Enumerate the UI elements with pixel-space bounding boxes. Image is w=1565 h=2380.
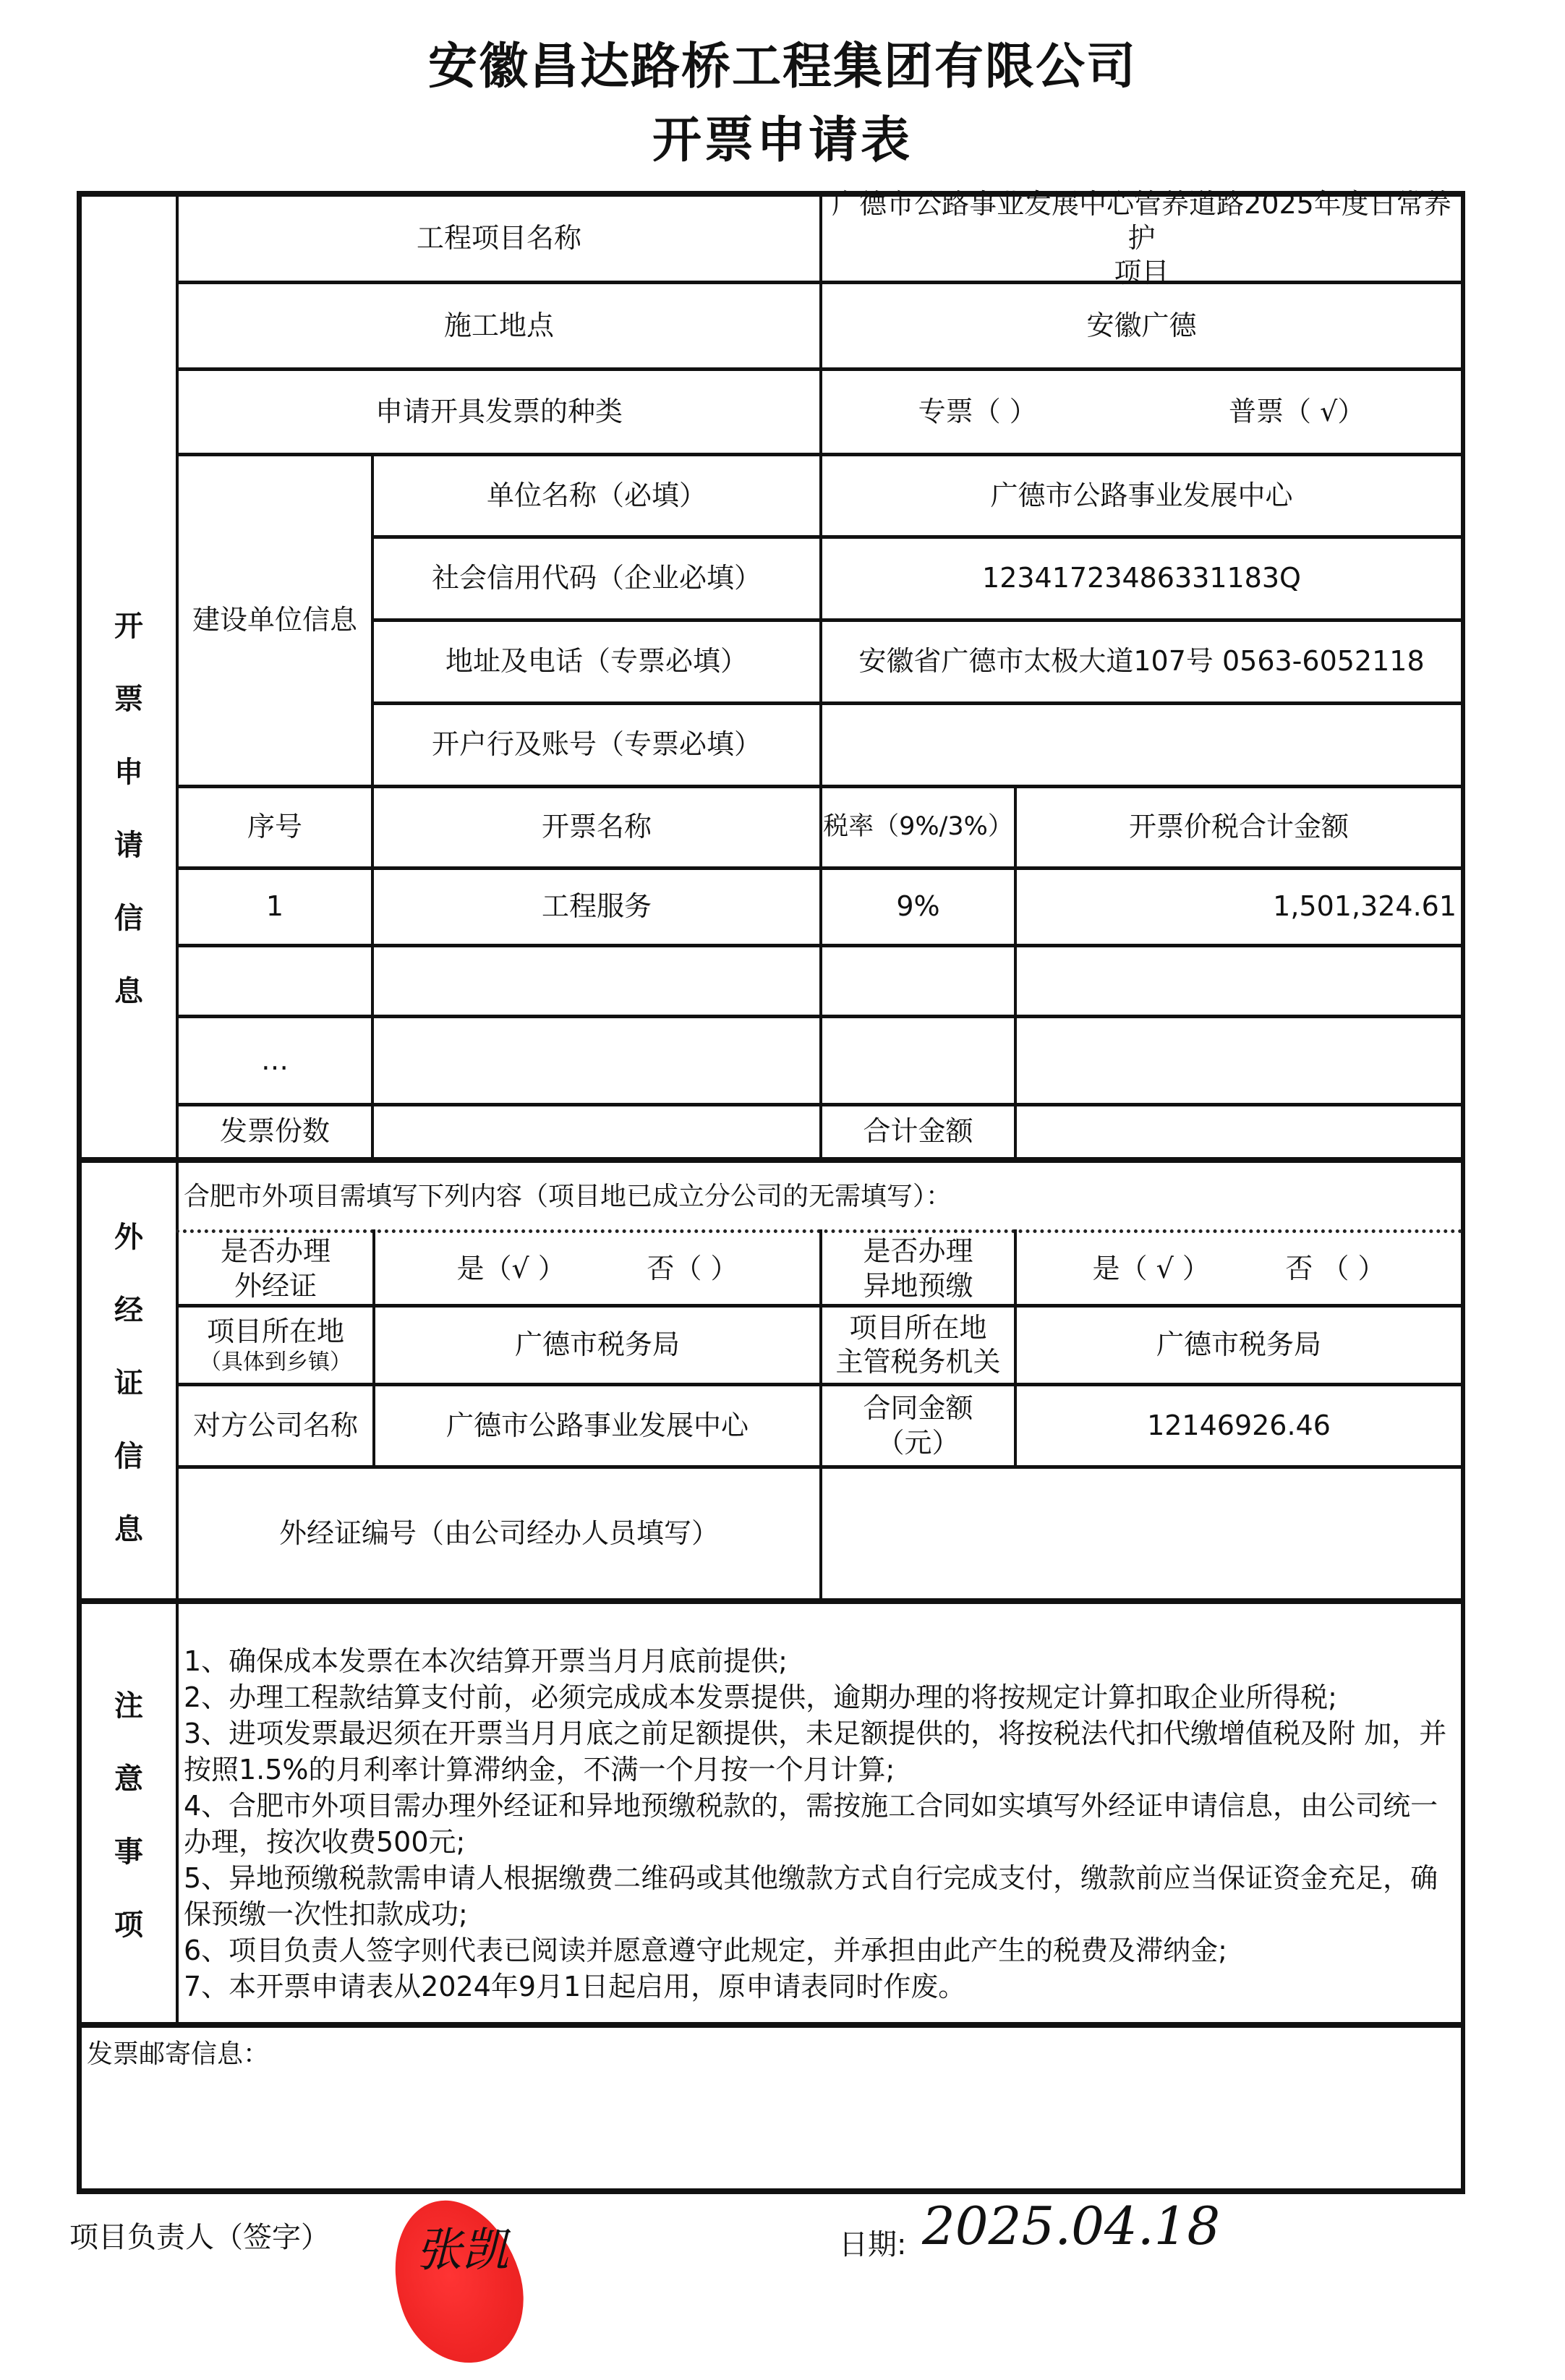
side-label-char: 请 bbox=[114, 829, 143, 862]
label-line: 项目所在地 bbox=[849, 1311, 987, 1344]
side-label-char: 证 bbox=[114, 1366, 143, 1400]
note-item: 办理，按次收费500元; bbox=[184, 1826, 466, 1858]
signature: 张凯 bbox=[416, 2224, 508, 2277]
builder-name-label: 单位名称（必填） bbox=[486, 479, 707, 511]
has-prepay-options bbox=[1017, 1234, 1461, 1304]
builder-group-label: 建设单位信息 bbox=[192, 604, 357, 636]
total-amount-label: 合计金额 bbox=[863, 1115, 973, 1148]
row-invoice-name[interactable]: 工程服务 bbox=[541, 890, 652, 923]
project-name-line1: 广德市公路事业发展中心管养道路2025年度日常养护 bbox=[832, 187, 1451, 255]
project-location-label bbox=[179, 1308, 372, 1383]
label-line: 项目所在地 bbox=[206, 1315, 344, 1347]
section-divider bbox=[77, 1598, 1465, 1604]
row-seq[interactable]: … bbox=[261, 1044, 289, 1076]
prepay-yes-checkbox[interactable]: 是（ √ ） bbox=[1092, 1252, 1210, 1284]
row-tax-rate[interactable] bbox=[822, 1018, 1014, 1103]
section-divider bbox=[77, 2022, 1465, 2028]
side-label-char: 息 bbox=[114, 1512, 143, 1546]
row-seq[interactable] bbox=[179, 947, 371, 1015]
side-label-char: 事 bbox=[114, 1835, 143, 1869]
address-phone-label: 地址及电话（专票必填） bbox=[445, 645, 748, 678]
credit-code-value[interactable]: 12341723486331183Q bbox=[982, 562, 1301, 594]
project-name-value[interactable] bbox=[822, 187, 1461, 289]
section-divider bbox=[77, 1157, 1465, 1163]
row-invoice-name[interactable] bbox=[374, 947, 819, 1015]
project-name-line2: 项目 bbox=[1114, 256, 1169, 289]
note-item: 7、本开票申请表从2024年9月1日起启用，原申请表同时作废。 bbox=[184, 1971, 966, 2002]
invoice-type-general-checkbox[interactable]: 普票（ √） bbox=[1229, 395, 1365, 427]
external-note: 合肥市外项目需填写下列内容（项目地已成立分公司的无需填写）： bbox=[184, 1182, 952, 1211]
label-line: （元） bbox=[877, 1426, 960, 1459]
contract-amount-value[interactable]: 12146926.46 bbox=[1147, 1409, 1331, 1441]
cert-number-value[interactable] bbox=[822, 1469, 1461, 1598]
label-line: 是否办理 bbox=[863, 1235, 973, 1267]
row-tax-rate[interactable]: 9% bbox=[896, 890, 940, 923]
external-cert-no-checkbox[interactable]: 否（ ） bbox=[647, 1252, 738, 1284]
row-amount[interactable]: 1,501,324.61 bbox=[1273, 890, 1457, 923]
col-header-invoice-name: 开票名称 bbox=[541, 811, 652, 843]
side-label-char: 经 bbox=[114, 1293, 143, 1327]
notes-list bbox=[184, 1643, 1459, 2005]
row-amount[interactable] bbox=[1017, 947, 1461, 1015]
side-label-char: 息 bbox=[114, 975, 143, 1008]
invoice-type-special-checkbox[interactable]: 专票（ ） bbox=[918, 395, 1037, 427]
label-line: 是否办理 bbox=[220, 1235, 331, 1267]
invoice-type-label: 申请开具发票的种类 bbox=[375, 395, 623, 427]
has-external-cert-options bbox=[375, 1234, 819, 1304]
row-amount[interactable] bbox=[1017, 1018, 1461, 1103]
note-item: 5、异地预缴税款需申请人根据缴费二维码或其他缴款方式自行完成支付，缴款前应当保证资金充足，确 bbox=[184, 1862, 1438, 1894]
label-line: （具体到乡镇） bbox=[200, 1349, 351, 1375]
builder-name-value[interactable]: 广德市公路事业发展中心 bbox=[990, 479, 1293, 511]
note-item: 按照1.5%的月利率计算滞纳金，不满一个月按一个月计算; bbox=[184, 1754, 895, 1786]
row-invoice-name[interactable] bbox=[374, 1018, 819, 1103]
form-title: 开票申请表 bbox=[652, 112, 913, 169]
project-location-value[interactable]: 广德市税务局 bbox=[514, 1328, 680, 1361]
section-label-invoice bbox=[82, 453, 176, 1160]
row-tax-rate[interactable] bbox=[822, 947, 1014, 1015]
col-header-tax-rate: 税率（9%/3%） bbox=[823, 812, 1013, 842]
credit-code-label: 社会信用代码（企业必填） bbox=[431, 562, 762, 594]
invoice-count-label: 发票份数 bbox=[219, 1115, 330, 1148]
tax-authority-value[interactable]: 广德市税务局 bbox=[1156, 1328, 1321, 1361]
label-line: 异地预缴 bbox=[863, 1269, 973, 1302]
side-label-char: 外 bbox=[114, 1220, 143, 1254]
note-item: 3、进项发票最迟须在开票当月月底之前足额提供，未足额提供的，将按税法代扣代缴增值税及附 加，并 bbox=[184, 1718, 1447, 1749]
note-item: 保预缴一次性扣款成功; bbox=[184, 1898, 468, 1930]
contract-amount-label bbox=[822, 1386, 1014, 1465]
label-line: 外经证 bbox=[234, 1269, 317, 1302]
company-title: 安徽昌达路桥工程集团有限公司 bbox=[427, 38, 1137, 95]
row-seq[interactable]: 1 bbox=[265, 890, 284, 923]
date-label: 日期: bbox=[839, 2228, 907, 2261]
section-label-notes bbox=[82, 1604, 176, 2022]
site-value[interactable]: 安徽广德 bbox=[1086, 309, 1197, 341]
bank-account-label: 开户行及账号（专票必填） bbox=[431, 728, 762, 761]
side-label-char: 申 bbox=[114, 756, 143, 789]
frame-right bbox=[1461, 191, 1465, 2194]
side-label-char: 注 bbox=[114, 1689, 143, 1723]
label-line: 主管税务机关 bbox=[835, 1346, 1001, 1378]
section-label-external bbox=[82, 1163, 176, 1598]
date-value: 2025.04.18 bbox=[922, 2196, 1221, 2256]
col-header-amount: 开票价税合计金额 bbox=[1128, 811, 1349, 843]
side-label-char: 信 bbox=[114, 1439, 143, 1473]
project-name-label: 工程项目名称 bbox=[416, 222, 581, 255]
tax-authority-label bbox=[822, 1308, 1014, 1383]
cert-number-label: 外经证编号（由公司经办人员填写） bbox=[278, 1517, 719, 1549]
invoice-type-options bbox=[822, 371, 1461, 453]
side-label-char: 票 bbox=[114, 683, 143, 716]
col-header-seq: 序号 bbox=[247, 811, 302, 843]
note-item: 2、办理工程款结算支付前，必须完成成本发票提供，逾期办理的将按规定计算扣取企业所得税; bbox=[184, 1681, 1337, 1713]
has-external-cert-label bbox=[179, 1234, 372, 1304]
side-label-char: 信 bbox=[114, 902, 143, 935]
note-item: 1、确保成本发票在本次结算开票当月月底前提供; bbox=[184, 1645, 788, 1677]
frame-bottom bbox=[77, 2188, 1465, 2194]
counterparty-value[interactable]: 广德市公路事业发展中心 bbox=[445, 1409, 749, 1441]
total-amount-value[interactable] bbox=[1017, 1106, 1461, 1157]
note-item: 4、合肥市外项目需办理外经证和异地预缴税款的，需按施工合同如实填写外经证申请信息，由公司统一 bbox=[184, 1790, 1438, 1822]
note-item: 6、项目负责人签字则代表已阅读并愿意遵守此规定，并承担由此产生的税费及滞纳金; bbox=[184, 1935, 1227, 1966]
frame-left bbox=[77, 191, 82, 2194]
side-label-char: 意 bbox=[114, 1762, 143, 1796]
has-prepay-label bbox=[822, 1234, 1014, 1304]
side-label-char: 项 bbox=[114, 1908, 143, 1942]
mailing-label: 发票邮寄信息： bbox=[87, 2039, 270, 2069]
external-cert-yes-checkbox[interactable]: 是（√ ） bbox=[456, 1252, 566, 1284]
counterparty-label: 对方公司名称 bbox=[192, 1409, 358, 1441]
bank-account-value[interactable] bbox=[822, 705, 1461, 785]
label-line: 合同金额 bbox=[863, 1392, 973, 1424]
site-label: 施工地点 bbox=[443, 309, 554, 341]
address-phone-value[interactable]: 安徽省广德市太极大道107号 0563-6052118 bbox=[858, 645, 1425, 678]
invoice-count-value[interactable] bbox=[374, 1106, 819, 1157]
mailing-value[interactable] bbox=[87, 2076, 1454, 2184]
prepay-no-checkbox[interactable]: 否 （ ） bbox=[1285, 1252, 1386, 1284]
side-label-char: 开 bbox=[114, 610, 143, 643]
signer-label: 项目负责人（签字） bbox=[69, 2221, 330, 2254]
